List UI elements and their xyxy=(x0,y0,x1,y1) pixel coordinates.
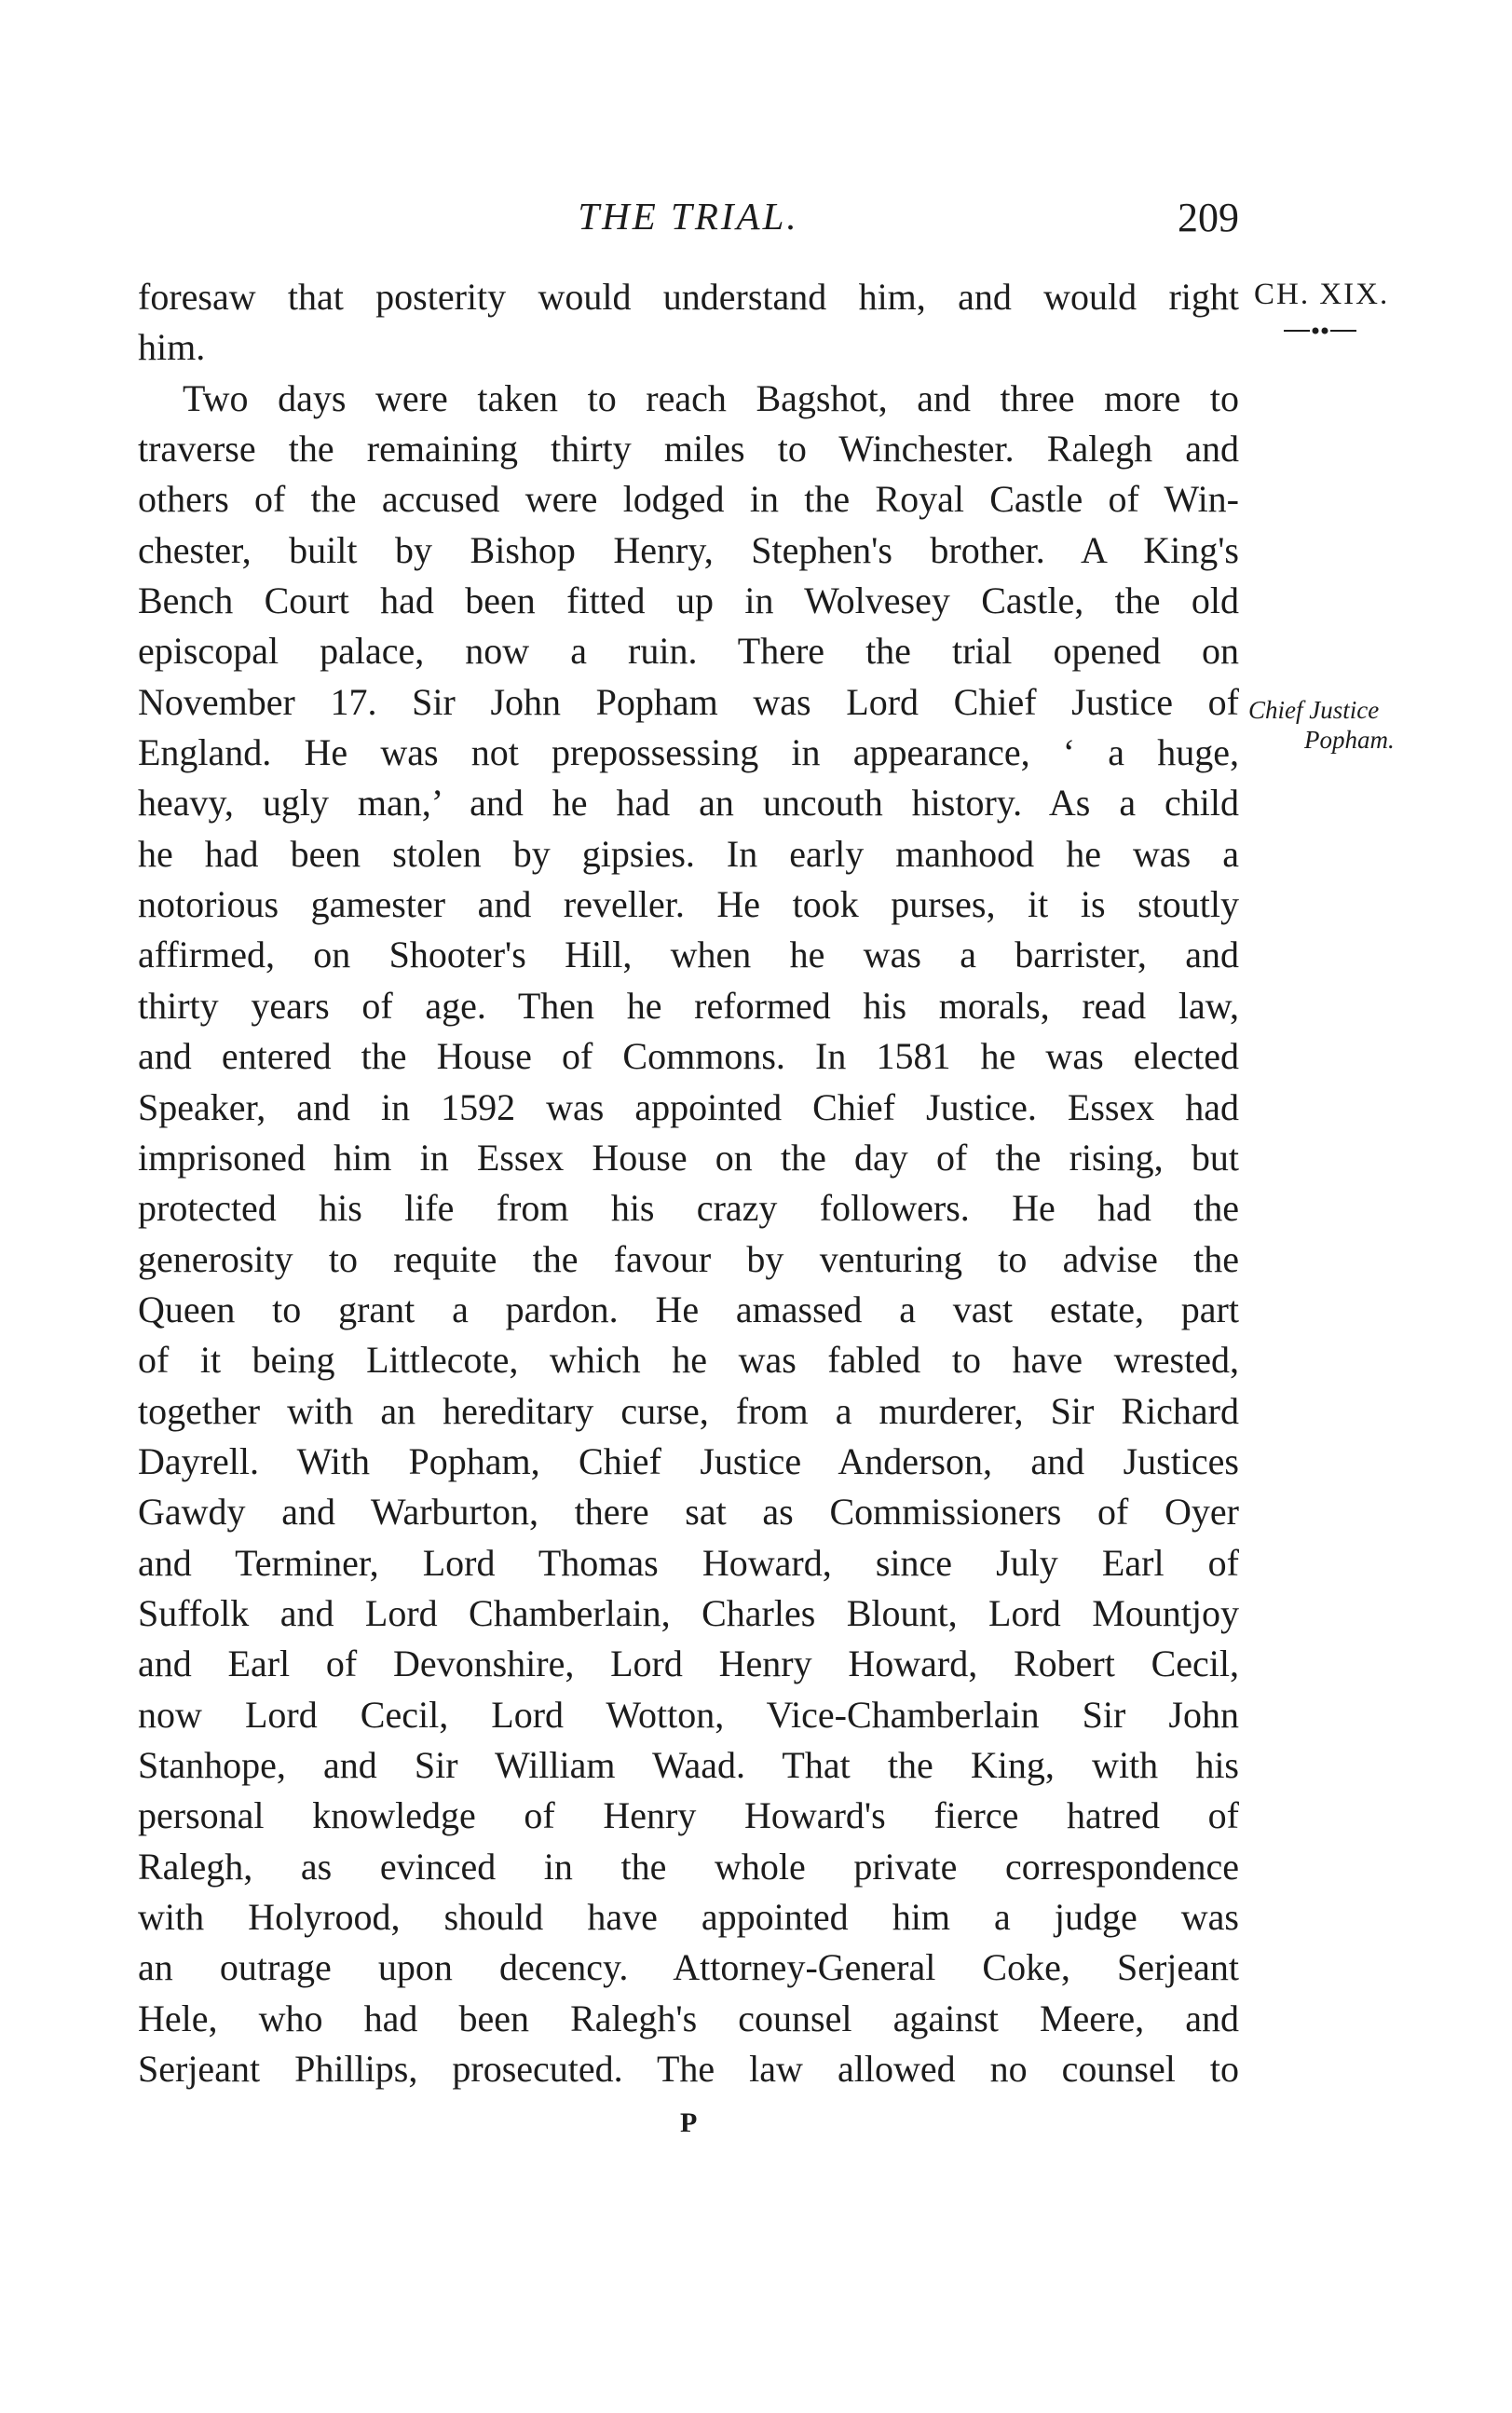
text-line: of it being Littlecote, which he was fabled to have wrested, xyxy=(138,1339,1239,1382)
text-line: and entered the House of Commons. In 1581 he was elected xyxy=(138,1035,1239,1078)
text-line: personal knowledge of Henry Howard's fierce hatred of xyxy=(138,1794,1239,1837)
text-line: protected his life from his crazy followers. He had the xyxy=(138,1187,1239,1230)
text-line: traverse the remaining thirty miles to Winchester. Ralegh and xyxy=(138,428,1239,470)
text-line: with Holyrood, should have appointed him a judge was xyxy=(138,1896,1239,1938)
text-line: he had been stolen by gipsies. In early manhood he was a xyxy=(138,832,1239,875)
text-line: Bench Court had been fitted up in Wolvesey Castle, the old xyxy=(138,579,1239,622)
page-number: 209 xyxy=(1178,195,1239,240)
side-note-line-2: Popham. xyxy=(1304,726,1395,754)
text-line: affirmed, on Shooter's Hill, when he was a barrister, and xyxy=(138,934,1239,976)
text-line: Hele, who had been Ralegh's counsel against Meere, and xyxy=(138,1997,1239,2039)
side-note xyxy=(1248,695,1416,755)
text-line: England. He was not prepossessing in appearance, ‘ a huge, xyxy=(138,731,1239,774)
text-line: November 17. Sir John Popham was Lord Chief Justice of xyxy=(138,680,1239,723)
text-line: others of the accused were lodged in the Royal Castle of Win- xyxy=(138,478,1239,521)
running-title: THE TRIAL. xyxy=(578,195,799,238)
text-line: Serjeant Phillips, prosecuted. The law allowed no counsel to xyxy=(138,2048,1239,2091)
text-line: him. xyxy=(138,326,206,369)
text-line: Gawdy and Warburton, there sat as Commissioners of Oyer xyxy=(138,1491,1239,1534)
text-line: heavy, ugly man,’ and he had an uncouth history. As a child xyxy=(138,782,1239,825)
text-line: Dayrell. With Popham, Chief Justice Anderson, and Justices xyxy=(138,1439,1239,1482)
signature-mark: P xyxy=(680,2107,698,2138)
text-line: thirty years of age. Then he reformed his morals, read law, xyxy=(138,984,1239,1027)
running-head xyxy=(138,194,1239,250)
text-line: now Lord Cecil, Lord Wotton, Vice-Chamberlain Sir John xyxy=(138,1693,1239,1736)
text-line: Suffolk and Lord Chamberlain, Charles Blount, Lord Mountjoy xyxy=(138,1591,1239,1634)
side-note-line-1: Chief Justice xyxy=(1248,696,1380,724)
text-line: Stanhope, and Sir William Waad. That the King, with his xyxy=(138,1743,1239,1786)
body-text xyxy=(138,272,1239,2094)
text-line: chester, built by Bishop Henry, Stephen's brother. A King's xyxy=(138,528,1239,571)
text-line: together with an hereditary curse, from a murderer, Sir Richard xyxy=(138,1389,1239,1432)
text-line: Queen to grant a pardon. He amassed a vast estate, part xyxy=(138,1288,1239,1330)
text-line: Two days were taken to reach Bagshot, and three more to xyxy=(183,376,1239,419)
text-line: and Earl of Devonshire, Lord Henry Howard, Robert Cecil, xyxy=(138,1643,1239,1685)
text-line: Speaker, and in 1592 was appointed Chief Justice. Essex had xyxy=(138,1085,1239,1128)
ornament-rule xyxy=(1282,321,1358,340)
text-line: notorious gamester and reveller. He took purses, it is stoutly xyxy=(138,883,1239,926)
chapter-marker: CH. XIX. xyxy=(1254,278,1390,311)
text-line: generosity to requite the favour by venturing to advise the xyxy=(138,1237,1239,1280)
text-line: Ralegh, as evinced in the whole private correspondence xyxy=(138,1845,1239,1888)
text-line: and Terminer, Lord Thomas Howard, since July Earl of xyxy=(138,1541,1239,1584)
text-line: imprisoned him in Essex House on the day of the rising, but xyxy=(138,1136,1239,1179)
text-line: episcopal palace, now a ruin. There the trial opened on xyxy=(138,630,1239,673)
text-line: an outrage upon decency. Attorney-General Coke, Serjeant xyxy=(138,1946,1239,1989)
text-line: foresaw that posterity would understand him, and would right xyxy=(138,276,1239,318)
